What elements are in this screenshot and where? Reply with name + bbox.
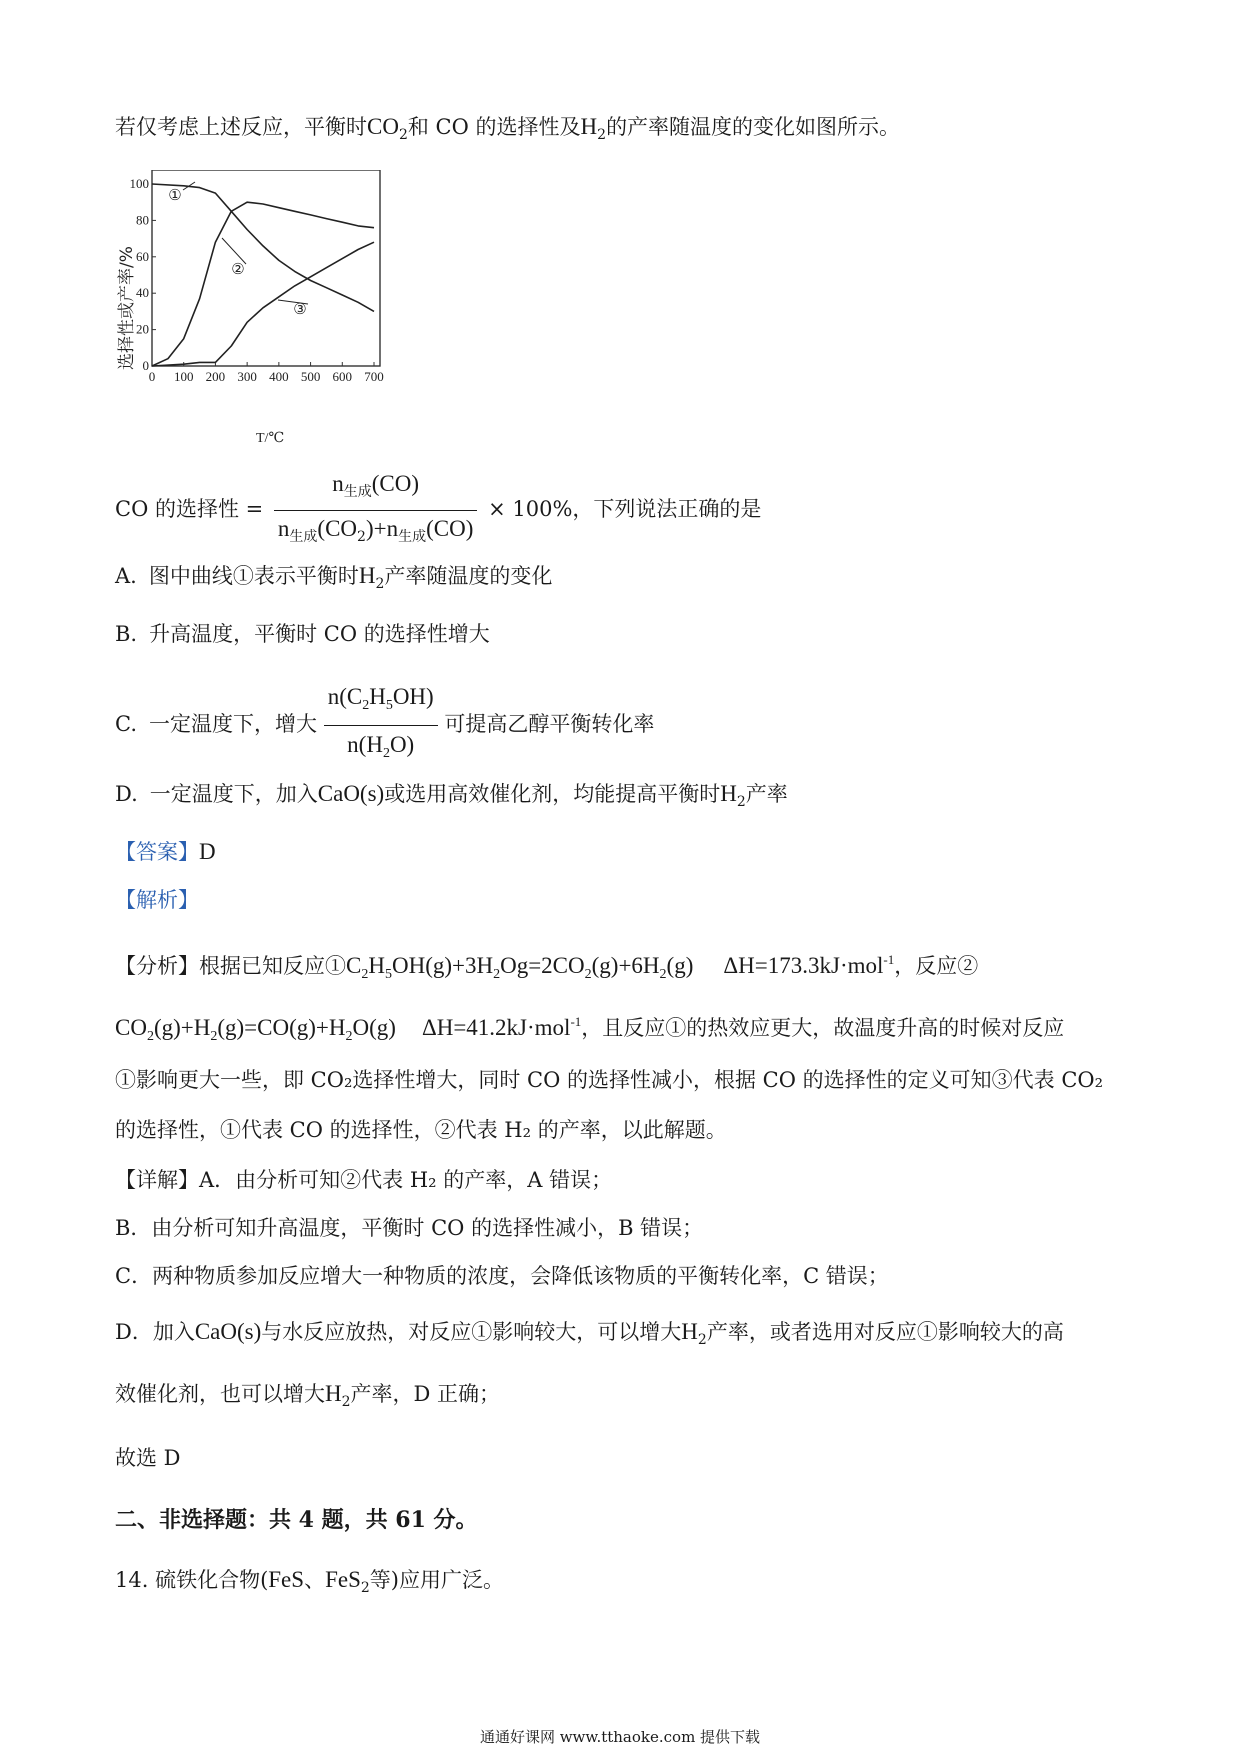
series-line-3 bbox=[152, 242, 374, 366]
option-c: C. 一定温度下，增大 $\frac{n(C_2H_5OH)}{n(H_2O)}$ 可提高乙醇平衡转化率 bbox=[115, 680, 654, 771]
analysis-tag: 【解析】 bbox=[115, 888, 199, 912]
option-a: A. 图中曲线①表示平衡时$H_2$产率随温度的变化 bbox=[115, 563, 553, 592]
enthalpy-2: ΔH=41.2kJ·mol$^{-1}$ bbox=[421, 1014, 582, 1040]
y-tick-label: 60 bbox=[136, 248, 149, 264]
option-label: A. bbox=[115, 564, 137, 588]
series-label: ① bbox=[168, 188, 182, 204]
fraction-numerator: $n_{生成}(CO)$ bbox=[332, 471, 420, 500]
question-14: 14. 硫铁化合物(FeS、FeS$_2$等)应用广泛。 bbox=[115, 1567, 504, 1596]
analysis-line-1: 【分析】根据已知反应$①C_2H_5OH(g)+3H_2Og=2CO_2(g)+6H_2(g)$ ΔH=173.3kJ·mol$^{-1}$，反应② bbox=[115, 952, 979, 982]
analysis-heading bbox=[115, 886, 199, 914]
intro-line bbox=[115, 113, 900, 149]
ratio-fraction: $\frac{n(C_2H_5OH)}{n(H_2O)}$ bbox=[324, 680, 438, 771]
selectivity-fraction bbox=[274, 468, 477, 553]
detail-line-d2: 效催化剂，也可以增大$H_2$产率，D 正确； bbox=[115, 1381, 501, 1410]
x-axis-label: T/℃ bbox=[256, 431, 285, 446]
series-label: ② bbox=[231, 262, 245, 278]
detail-line-c: C．两种物质参加反应增大一种物质的浓度，会降低该物质的平衡转化率，C 错误； bbox=[115, 1264, 889, 1288]
option-label: C. bbox=[115, 712, 137, 736]
option-label: D. bbox=[115, 782, 138, 806]
reaction-1: $C_2H_5OH(g)+3H_2Og=2CO_2(g)+6H_2(g)$ bbox=[346, 953, 694, 982]
formula-suffix: × 100%，下列说法正确的是 bbox=[488, 497, 762, 521]
subscript: 2 bbox=[597, 127, 607, 143]
series-line-1 bbox=[152, 184, 374, 311]
x-tick-label: 100 bbox=[173, 369, 194, 384]
option-b: B. 升高温度，平衡时 CO 的选择性增大 bbox=[115, 622, 490, 646]
y-tick-label: 0 bbox=[142, 358, 149, 373]
series-label: ③ bbox=[293, 302, 307, 318]
label-leader bbox=[222, 238, 246, 264]
y-tick-label: 80 bbox=[136, 212, 149, 228]
x-tick-label: 500 bbox=[300, 369, 321, 384]
enthalpy-1: ΔH=173.3kJ·mol$^{-1}$ bbox=[723, 952, 895, 978]
footer-source: 通通好课网 www.tthaoke.com 提供下载 bbox=[479, 1728, 761, 1746]
analysis-line-2: $CO_2(g)+H_2(g)=CO(g)+H_2O(g)$ ΔH=41.2kJ·mol$^{-1}$，且反应①的热效应更大，故温度升高的时候对反应 bbox=[115, 1014, 1065, 1044]
series-line-2 bbox=[152, 202, 374, 366]
detail-line-b: B．由分析可知升高温度，平衡时 CO 的选择性减小，B 错误； bbox=[115, 1216, 704, 1240]
formula-prefix: CO 的选择性 = bbox=[115, 497, 264, 521]
x-tick-label: 300 bbox=[237, 369, 257, 384]
option-label: B. bbox=[115, 622, 138, 646]
h2-formula: H bbox=[580, 114, 598, 139]
section-heading: 二、非选择题：共 4 题，共 61 分。 bbox=[115, 1507, 478, 1533]
reaction-2: $CO_2(g)+H_2(g)=CO(g)+H_2O(g)$ bbox=[115, 1015, 396, 1044]
option-d: D. 一定温度下，加入CaO(s)或选用高效催化剂，均能提高平衡时$H_2$产率 bbox=[115, 781, 788, 810]
subscript: 2 bbox=[398, 127, 408, 143]
plot-frame bbox=[152, 170, 380, 366]
fraction-denominator: $n_{生成}(CO_2)+n_{生成}(CO)$ bbox=[274, 510, 477, 553]
x-tick-label: 700 bbox=[364, 369, 384, 384]
selectivity-chart bbox=[110, 170, 430, 450]
detail-line-d1: D．加入CaO(s)与水反应放热，对反应①影响较大，可以增大$H_2$产率，或者选用对反应①影响较大的高 bbox=[115, 1319, 1064, 1348]
analysis-line-3: ①影响更大一些，即 CO₂选择性增大，同时 CO 的选择性减小，根据 CO 的选择性的定义可知③代表 CO₂ bbox=[115, 1068, 1104, 1092]
analysis-line-4: 的选择性，①代表 CO 的选择性，②代表 H₂ 的产率，以此解题。 bbox=[115, 1118, 727, 1142]
co2-formula: CO bbox=[367, 114, 399, 139]
answer-tag: 【答案】 bbox=[115, 840, 199, 864]
conclusion: 故选 D bbox=[115, 1446, 181, 1470]
y-tick-label: 20 bbox=[136, 321, 149, 337]
x-tick-label: 600 bbox=[332, 369, 353, 384]
intro-text: 的产率随温度的变化如图所示。 bbox=[606, 115, 901, 139]
y-axis-label: 选择性或产率/% bbox=[117, 246, 137, 370]
y-tick-label: 100 bbox=[129, 176, 149, 191]
intro-text: 若仅考虑上述反应，平衡时 bbox=[115, 115, 367, 139]
x-tick-label: 0 bbox=[148, 369, 156, 384]
detail-line-a: 【详解】A．由分析可知②代表 H₂ 的产率，A 错误； bbox=[115, 1168, 613, 1192]
x-tick-label: 400 bbox=[269, 369, 289, 384]
answer-line bbox=[115, 838, 216, 866]
intro-text: 和 CO 的选择性及 bbox=[407, 115, 581, 139]
co-selectivity-definition bbox=[115, 468, 761, 553]
answer-value: D bbox=[199, 839, 216, 864]
y-tick-label: 40 bbox=[136, 285, 149, 301]
x-tick-label: 200 bbox=[205, 369, 226, 384]
